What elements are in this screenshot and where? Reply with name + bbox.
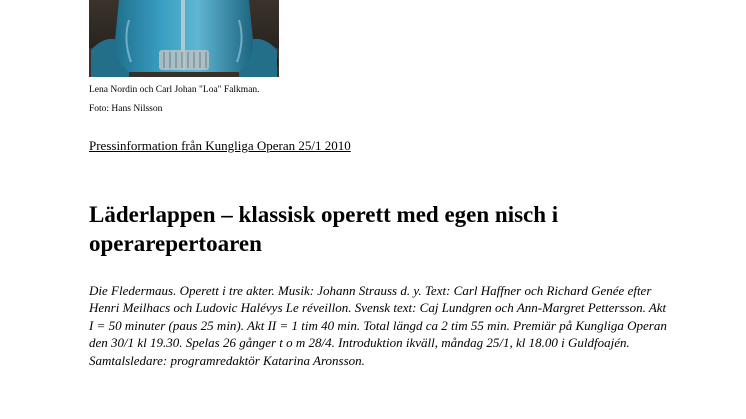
article-headline: Läderlappen – klassisk operett med egen nisch i operarepertoaren <box>89 202 559 256</box>
vintage-car-image <box>89 0 279 77</box>
press-info-link[interactable]: Pressinformation från Kungliga Operan 25/1 2010 <box>89 138 351 153</box>
photo-caption-names: Lena Nordin och Carl Johan "Loa" Falkman. <box>89 85 260 95</box>
article-intro: Die Fledermaus. Operett i tre akter. Musik: Johann Strauss d. y. Text: Carl Haffner och Richard Genée efter Henri Meilhacs och Ludovic Halévys Le réveillon. Svensk text: Caj Lundgren och Ann-Margret Pettersson. Akt I = 50 minuter (paus 25 min). Akt II = 1 tim 40 min. Total längd ca 2 tim 55 min. Premiär på Kungliga Operan den 30/1 kl 19.30. Spelas 26 gånger t o m 28/4. Introduktion ikväll, måndag 25/1, kl 18.00 i Guldfoajén. Samtalsledare: programredaktör Katarina Aronsson. <box>89 283 667 368</box>
press-photo <box>89 0 279 77</box>
photo-credit: Foto: Hans Nilsson <box>89 104 163 114</box>
